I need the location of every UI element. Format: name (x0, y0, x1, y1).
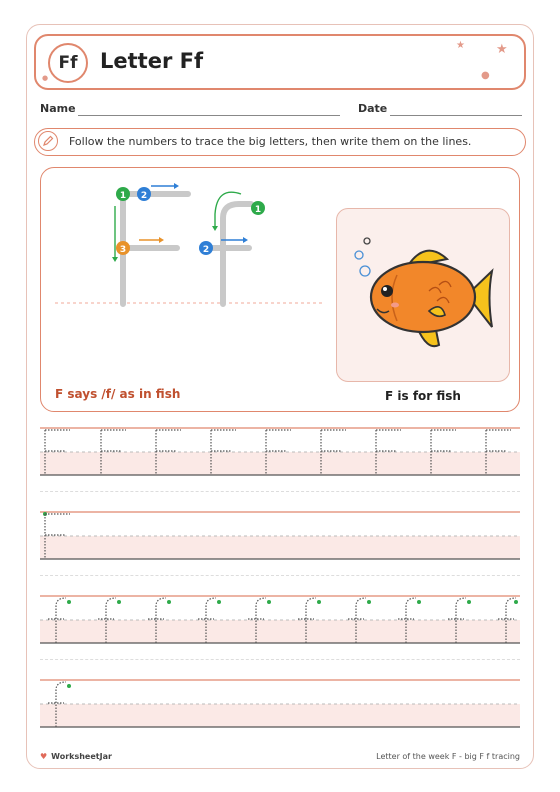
dot-icon: ● (481, 70, 490, 81)
big-f-trace (112, 183, 188, 304)
brand-name: WorksheetJar (51, 752, 112, 761)
name-field[interactable] (78, 115, 340, 116)
divider (40, 659, 520, 660)
date-field[interactable] (390, 115, 522, 116)
letter-sound-text: F says /f/ as in fish (55, 387, 181, 401)
step-number: 2 (140, 191, 148, 201)
star-icon: ★ (456, 40, 465, 51)
pencil-icon (38, 131, 58, 151)
step-number: 3 (119, 245, 127, 255)
date-label: Date (358, 102, 388, 115)
dot-icon: ● (42, 74, 49, 82)
footer-note: Letter of the week F - big F f tracing (376, 752, 520, 761)
divider (40, 575, 520, 576)
writing-lines (40, 426, 520, 486)
writing-lines (40, 510, 520, 570)
instruction-banner (34, 128, 526, 156)
trace-letters (41, 168, 331, 383)
step-number: 2 (202, 245, 210, 255)
picture-caption: F is for fish (385, 389, 461, 403)
instruction-text: Follow the numbers to trace the big letters, then write them on the lines. (69, 135, 472, 148)
step-number: 1 (254, 205, 262, 215)
trace-panel (40, 167, 520, 412)
practice-row-small-f (40, 594, 520, 654)
star-icon: ★ (496, 42, 508, 57)
practice-row-big-f (40, 426, 520, 486)
fish-icon (337, 209, 511, 383)
letter-badge: Ff (48, 43, 88, 83)
header-banner (34, 34, 526, 90)
practice-row-small-f-free (40, 678, 520, 738)
practice-row-big-f-free (40, 510, 520, 570)
page-title: Letter Ff (100, 49, 204, 73)
divider (40, 491, 520, 492)
writing-lines (40, 678, 520, 738)
small-f-trace (199, 192, 265, 304)
brand-logo (40, 752, 112, 761)
writing-lines (40, 594, 520, 654)
step-number: 1 (119, 191, 127, 201)
picture-card (336, 208, 510, 382)
name-label: Name (40, 102, 76, 115)
name-date-row (40, 101, 522, 119)
heart-icon: ♥ (40, 752, 48, 761)
